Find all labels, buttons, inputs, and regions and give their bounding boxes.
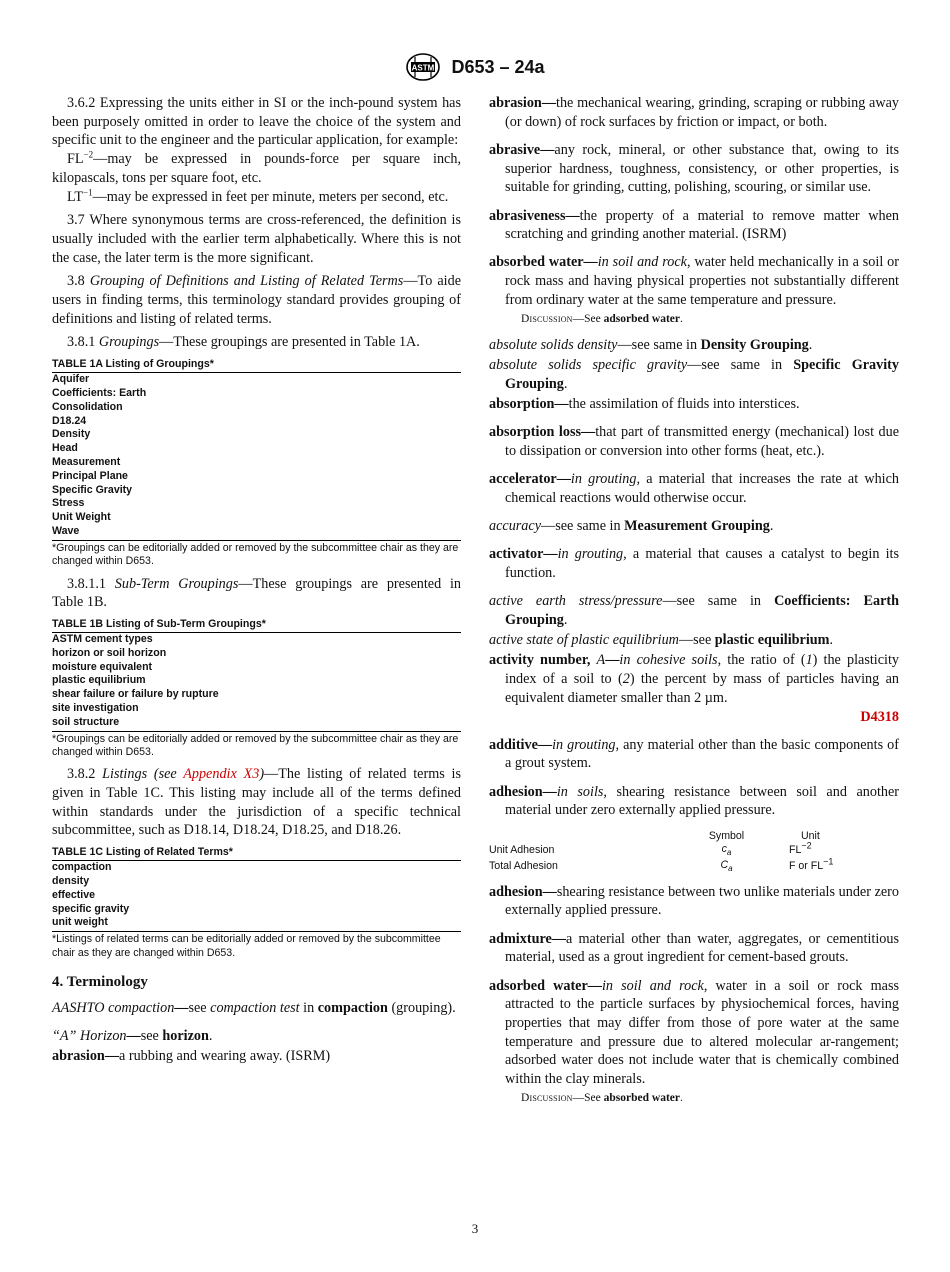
table-row: Wave xyxy=(52,524,80,537)
section-heading: 4. Terminology xyxy=(52,973,148,990)
table-row: Aquifer xyxy=(52,373,90,386)
entry-additive: additive—in grouting, any material other than the basic components of a grout system. xyxy=(489,736,899,772)
entry-adsorbed-water: adsorbed water—in soil and rock, water in a soil or rock mass attracted to the particle surfaces by physiochemical forces, having properties that may differ from those of pore water at the same temperature and pressure due to altered molecular ar-rangement; adsorbed water does not include water that is chemically combined within the clay minerals. xyxy=(489,977,899,1088)
table-row: plastic equilibrium xyxy=(52,674,146,687)
paragraph-3-8-1: 3.8.1 Groupings—These groupings are presented in Table 1A. xyxy=(67,334,420,351)
entry-active-earth-stress: active earth stress/pressure—see same in Coefficients: Earth Grouping. xyxy=(489,593,899,628)
astm-logo-icon xyxy=(405,52,441,82)
table-row: D18.24 xyxy=(52,414,87,427)
table-row: soil structure xyxy=(52,715,120,728)
adhesion-symbol-table xyxy=(489,830,899,875)
entry-activator: activator—in grouting, a material that causes a catalyst to begin its function. xyxy=(489,546,899,582)
entry-absolute-solids-density: absolute solids density—see same in Density Grouping. xyxy=(489,337,813,354)
entry-absorbed-water: absorbed water—in soil and rock, water held mechanically in a soil or rock mass and having physical properties not substantially different from ordinary water at the same temperature and pressure. xyxy=(489,254,899,308)
paragraph-3-6-2: 3.6.2 Expressing the units either in SI or the inch-pound system has been purposely omitted in order to leave the choice of the system and specific unit to the engineer and the particular application, for example: xyxy=(52,95,461,149)
table-row: Density xyxy=(52,428,91,441)
entry-aashto-compaction: AASHTO compaction—see compaction test in compaction (grouping). xyxy=(52,999,456,1016)
entry-abrasive: abrasive—any rock, mineral, or other substance that, owing to its superior hardness, toughness, consistency, or other properties, is suitable for grinding, cutting, polishing, scouring, or similar use. xyxy=(489,141,899,196)
page-header xyxy=(0,52,950,82)
table-row: effective xyxy=(52,888,95,901)
appendix-x3-link[interactable]: Appendix X3 xyxy=(183,766,260,783)
entry-activity-number: activity number, A—in cohesive soils, the ratio of (1) the plasticity index of a soil to (2) the percent by mass of particles having an equivalent diameter smaller than 2 µm. xyxy=(489,652,900,706)
entry-absolute-solids-specific-gravity: absolute solids specific gravity—see same in Specific Gravity Grouping. xyxy=(489,357,899,392)
table-row: unit weight xyxy=(52,916,108,929)
paragraph-lt: $LT^{-1}—may$ be expressed in feet per minute, meters per second, etc. xyxy=(67,186,449,205)
table-row: Principal Plane xyxy=(52,469,128,482)
entry-a-horizon: “A” Horizon—see horizon. xyxy=(52,1028,213,1045)
table-row: compaction xyxy=(52,861,112,874)
table-row: Head xyxy=(52,442,78,455)
table-1b xyxy=(52,618,461,759)
entry-accuracy: accuracy—see same in Measurement Grouping. xyxy=(489,518,774,535)
entry-active-state-plastic-equilibrium: active state of plastic equilibrium—see plastic equilibrium. xyxy=(489,632,834,649)
table-row: specific gravity xyxy=(52,902,130,915)
table-footnote: *Groupings can be editorially added or removed by the subcommittee chair as they are changed within D653. xyxy=(52,541,459,568)
table-footnote: *Listings of related terms can be editorially added or removed by the subcommittee chair as they are changed within D653. xyxy=(52,933,441,959)
table-row: ASTM cement types xyxy=(52,632,153,645)
discussion-adsorbed-water: Discussion—See absorbed water. xyxy=(521,1092,683,1105)
entry-abrasiveness: abrasiveness—the property of a material to remove matter when scratching and grinding another material. (ISRM) xyxy=(489,207,899,243)
standard-designation: D653 – 24a xyxy=(451,56,545,77)
table-1c xyxy=(52,846,461,960)
entry-admixture: admixture—a material other than water, aggregates, or cementitious material, used as a grout ingredient for cement-based grouts. xyxy=(489,930,899,966)
page-number: 3 xyxy=(471,1221,479,1236)
entry-adhesion: adhesion—shearing resistance between two unlike materials under zero externally applied pressure. xyxy=(489,883,899,919)
table-caption: TABLE 1B Listing of Sub-Term Groupings* xyxy=(52,618,461,633)
table-row: Total Adhesion $C_a$ F or $FL^{-1}$ xyxy=(489,856,834,873)
table-row: moisture equivalent xyxy=(52,660,153,673)
table-row: Unit Adhesion $c_a$ $FL^{-2}$ xyxy=(489,840,812,857)
table-caption: TABLE 1C Listing of Related Terms* xyxy=(52,846,461,861)
entry-adhesion-soils: adhesion—in soils, shearing resistance between soil and another material under zero externally applied pressure. xyxy=(489,783,899,819)
paragraph-3-8-2: 3.8.2 Listings (see Appendix X3)—The listing of related terms is given in Table 1C. This listing may include all of the terms defined within standards under the jurisdiction of a specific technical subcommittee, such as D18.14, D18.24, D18.25, and D18.26. xyxy=(52,766,461,839)
table-row: Measurement xyxy=(52,455,121,468)
svg-text:ASTM: ASTM xyxy=(412,63,435,73)
entry-accelerator: accelerator—in grouting, a material that increases the rate at which chemical reactions would otherwise occur. xyxy=(489,471,899,506)
left-column xyxy=(52,94,461,1076)
paragraph-3-7: 3.7 Where synonymous terms are cross-referenced, the definition is usually included with the earlier term alphabetically. Where this is not the case, the later term is the more significant. xyxy=(52,212,461,266)
table-1a xyxy=(52,358,461,568)
d4318-reference-link[interactable]: D4318 xyxy=(860,708,899,725)
symbol-header: Symbol xyxy=(708,829,745,842)
entry-absorption-loss: absorption loss—that part of transmitted energy (mechanical) lost due to dissipation or conversion into other forms (heat, etc.). xyxy=(489,424,899,460)
table-row: horizon or soil horizon xyxy=(52,646,167,659)
paragraph-3-8-1-1: 3.8.1.1 Sub-Term Groupings—These groupings are presented in Table 1B. xyxy=(52,575,462,611)
table-caption: TABLE 1A Listing of Groupings* xyxy=(52,358,461,373)
right-column xyxy=(489,94,899,1115)
table-row: Coefficients: Earth xyxy=(52,386,147,399)
entry-abrasion-2: abrasion—the mechanical wearing, grinding, scraping or rubbing away (or down) of rock surfaces by friction or impact, or both. xyxy=(489,95,899,130)
table-row: Specific Gravity xyxy=(52,483,133,496)
table-row: site investigation xyxy=(52,701,139,714)
table-row: Unit Weight xyxy=(52,511,111,524)
paragraph-fl: $FL^{-2}—may$ be expressed in pounds-force per square inch, kilopascals, tons per square foot, etc. xyxy=(52,149,461,186)
table-footnote: *Groupings can be editorially added or removed by the subcommittee chair as they are changed within D653. xyxy=(52,732,459,758)
table-row: Stress xyxy=(52,497,85,510)
entry-absorption: absorption—the assimilation of fluids into interstices. xyxy=(489,396,800,413)
unit-header: Unit xyxy=(801,829,820,842)
entry-abrasion-1: abrasion—a rubbing and wearing away. (ISRM) xyxy=(52,1048,331,1065)
table-row: density xyxy=(52,874,90,887)
table-row: shear failure or failure by rupture xyxy=(52,688,219,701)
discussion-absorbed-water: Discussion—See adsorbed water. xyxy=(521,313,683,326)
paragraph-3-8: 3.8 Grouping of Definitions and Listing of Related Terms—To aide users in finding terms, this terminology standard provides grouping of definitions and listing of related terms. xyxy=(52,273,461,327)
table-row: Consolidation xyxy=(52,400,123,413)
